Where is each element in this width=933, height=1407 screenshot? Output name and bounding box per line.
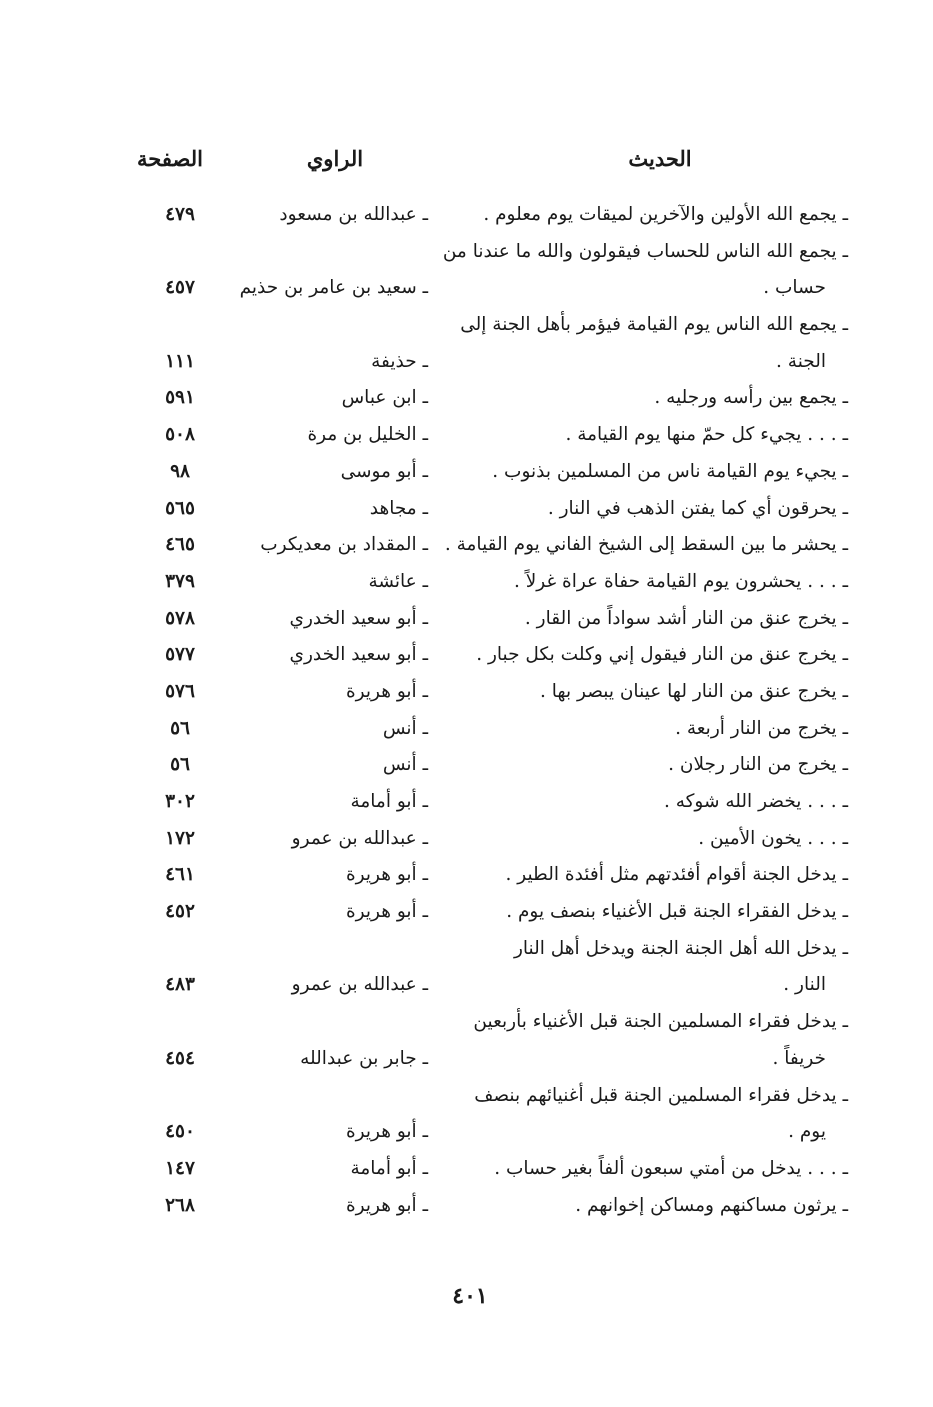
- table-row: [0, 417, 933, 454]
- narrator-name: ـ الخليل بن مرة: [307, 424, 428, 446]
- page-reference: ٩٨: [170, 460, 190, 482]
- table-row: [0, 380, 933, 417]
- narrator-name: ـ أبو أمامة: [350, 791, 428, 813]
- hadith-text: [438, 894, 848, 931]
- table-row: [0, 674, 933, 711]
- hadith-text: [438, 454, 848, 491]
- page-reference: ١١١: [165, 350, 195, 372]
- hadith-line: ـ يجمع الله الناس يوم القيامة فيؤمر بأهل الجنة إلى: [460, 314, 848, 336]
- page-reference: ٤٥٢: [165, 901, 195, 923]
- page-reference: ٥٦: [170, 754, 190, 776]
- narrator-name: ـ حذيفة: [371, 350, 428, 372]
- page-reference: ٥٦٥: [165, 497, 195, 519]
- hadith-text: [438, 857, 848, 894]
- page-reference: ٥٦: [170, 717, 190, 739]
- narrator-name: ـ أبو أمامة: [350, 1157, 428, 1179]
- narrator-name: ـ ابن عباس: [341, 387, 428, 409]
- hadith-text: [438, 821, 848, 858]
- hadith-line: ـ يخرج عنق من النار أشد سواداً من القار .: [524, 607, 848, 629]
- narrator-name: ـ أبو هريرة: [345, 1121, 428, 1143]
- hadith-text: [438, 1004, 848, 1077]
- page-reference: ٢٦٨: [165, 1194, 195, 1216]
- page-reference: ٥٠٨: [165, 424, 195, 446]
- hadith-text: [438, 527, 848, 564]
- table-row: [0, 637, 933, 674]
- page-reference: ٥٩١: [165, 387, 195, 409]
- narrator-name: ـ أبو هريرة: [345, 1194, 428, 1216]
- hadith-line: ـ يخرج من النار أربعة .: [675, 717, 848, 739]
- hadith-line: ـ يرثون مساكنهم ومساكن إخوانهم .: [575, 1194, 848, 1216]
- page-reference: ٤٦١: [165, 864, 195, 886]
- table-row: [0, 857, 933, 894]
- narrator-name: ـ أبو هريرة: [345, 864, 428, 886]
- hadith-line: ـ يدخل الجنة أقوام أفئدتهم مثل أفئدة الطير .: [505, 864, 848, 886]
- page-reference: ٤٨٣: [165, 974, 195, 996]
- hadith-line: ـ . . . يحشرون يوم القيامة حفاة عراة غرلاً .: [513, 570, 848, 592]
- hadith-line: ـ يجيء يوم القيامة ناس من المسلمين بذنوب .: [492, 460, 848, 482]
- hadith-text: [438, 1078, 848, 1151]
- narrator-name: ـ عبدالله بن عمرو: [291, 827, 428, 849]
- hadith-text: [438, 1188, 848, 1225]
- column-header-narrator: الراوي: [306, 146, 364, 171]
- table-row: [0, 1004, 933, 1077]
- hadith-text: [438, 564, 848, 601]
- page-reference: ٤٥٠: [165, 1121, 195, 1143]
- hadith-line: ـ . . . يجيء كل حمّ منها يوم القيامة .: [565, 424, 848, 446]
- hadith-line: ـ يدخل فقراء المسلمين الجنة قبل أغنيائهم بنصف: [474, 1084, 848, 1106]
- page-reference: ٤٥٧: [165, 277, 195, 299]
- table-row: [0, 1151, 933, 1188]
- hadith-text: [438, 417, 848, 454]
- page-reference: ٤٥٤: [165, 1047, 195, 1069]
- table-row: [0, 821, 933, 858]
- table-row: [0, 234, 933, 307]
- hadith-text: [438, 380, 848, 417]
- hadith-text: [438, 307, 848, 380]
- table-row: [0, 601, 933, 638]
- hadith-text: [438, 784, 848, 821]
- hadith-line: ـ يدخل الله أهل الجنة الجنة ويدخل أهل النار: [513, 937, 848, 959]
- page-reference: ٥٧٦: [165, 680, 195, 702]
- narrator-name: ـ عائشة: [368, 570, 428, 592]
- hadith-line: ـ . . . يخون الأمين .: [698, 827, 848, 849]
- hadith-line-continued: الجنة .: [776, 350, 826, 372]
- page-reference: ١٧٢: [165, 827, 195, 849]
- table-row: [0, 564, 933, 601]
- table-row: [0, 894, 933, 931]
- page-reference: ٥٧٧: [165, 644, 195, 666]
- hadith-line: ـ . . . يدخل من أمتي سبعون ألفاً بغير حساب .: [494, 1157, 848, 1179]
- hadith-line: ـ يخرج عنق من النار فيقول إني وكلت بكل جبار .: [476, 644, 848, 666]
- column-header-page: الصفحة: [137, 146, 203, 171]
- hadith-index-table: [0, 197, 933, 1224]
- page-number: ٤٠١: [452, 1283, 488, 1309]
- narrator-name: ـ جابر بن عبدالله: [300, 1047, 428, 1069]
- hadith-line: ـ يخرج من النار رجلان .: [668, 754, 848, 776]
- table-row: [0, 931, 933, 1004]
- narrator-name: ـ عبدالله بن عمرو: [291, 974, 428, 996]
- column-header-hadith: الحديث: [628, 146, 692, 171]
- narrator-name: ـ أنس: [382, 754, 428, 776]
- table-row: [0, 784, 933, 821]
- table-row: [0, 1078, 933, 1151]
- table-row: [0, 747, 933, 784]
- narrator-name: ـ مجاهد: [369, 497, 428, 519]
- narrator-name: ـ أبو هريرة: [345, 901, 428, 923]
- hadith-text: [438, 601, 848, 638]
- hadith-line-continued: النار .: [783, 974, 826, 996]
- table-row: [0, 527, 933, 564]
- hadith-text: [438, 747, 848, 784]
- hadith-line: ـ يحشر ما بين السقط إلى الشيخ الفاني يوم القيامة .: [444, 534, 848, 556]
- hadith-text: [438, 234, 848, 307]
- page-reference: ١٤٧: [165, 1157, 195, 1179]
- table-row: [0, 491, 933, 528]
- table-row: [0, 197, 933, 234]
- page-reference: ٤٧٩: [165, 203, 195, 225]
- page-reference: ٤٦٥: [165, 534, 195, 556]
- hadith-text: [438, 711, 848, 748]
- hadith-line: ـ يجمع الله الأولين والآخرين لميقات يوم معلوم .: [483, 204, 848, 225]
- hadith-line: ـ يحرقون أي كما يفتن الذهب في النار .: [547, 497, 848, 519]
- hadith-text: [438, 197, 848, 234]
- page-reference: ٣٧٩: [165, 570, 195, 592]
- page-reference: ٥٧٨: [165, 607, 195, 629]
- hadith-line: ـ . . . يخضر الله شوكه .: [663, 791, 848, 813]
- table-row: [0, 1188, 933, 1225]
- hadith-line-continued: خريفاً .: [772, 1047, 826, 1069]
- narrator-name: ـ سعيد بن عامر بن حذيم: [239, 277, 428, 299]
- hadith-line-continued: حساب .: [763, 277, 826, 299]
- hadith-text: [438, 931, 848, 1004]
- hadith-line-continued: يوم .: [788, 1121, 826, 1143]
- table-row: [0, 454, 933, 491]
- narrator-name: ـ أبو سعيد الخدري: [289, 607, 428, 629]
- hadith-line: ـ يدخل الفقراء الجنة قبل الأغنياء بنصف يوم .: [506, 901, 848, 923]
- narrator-name: ـ أبو هريرة: [345, 680, 428, 702]
- hadith-line: ـ يجمع الله الناس للحساب فيقولون والله ما عندنا من: [442, 240, 848, 262]
- page-reference: ٣٠٢: [165, 791, 195, 813]
- narrator-name: ـ أبو موسى: [340, 460, 428, 482]
- hadith-text: [438, 637, 848, 674]
- table-row: [0, 307, 933, 380]
- narrator-name: ـ أنس: [382, 717, 428, 739]
- narrator-name: ـ المقداد بن معديكرب: [260, 534, 428, 556]
- hadith-text: [438, 491, 848, 528]
- hadith-line: ـ يخرج عنق من النار لها عينان يبصر بها .: [540, 680, 848, 702]
- table-row: [0, 711, 933, 748]
- hadith-text: [438, 674, 848, 711]
- hadith-line: ـ يجمع بين رأسه ورجليه .: [654, 387, 848, 409]
- narrator-name: ـ أبو سعيد الخدري: [289, 644, 428, 666]
- hadith-line: ـ يدخل فقراء المسلمين الجنة قبل الأغنياء بأربعين: [473, 1011, 848, 1033]
- hadith-text: [438, 1151, 848, 1188]
- narrator-name: ـ عبدالله بن مسعود: [279, 203, 428, 225]
